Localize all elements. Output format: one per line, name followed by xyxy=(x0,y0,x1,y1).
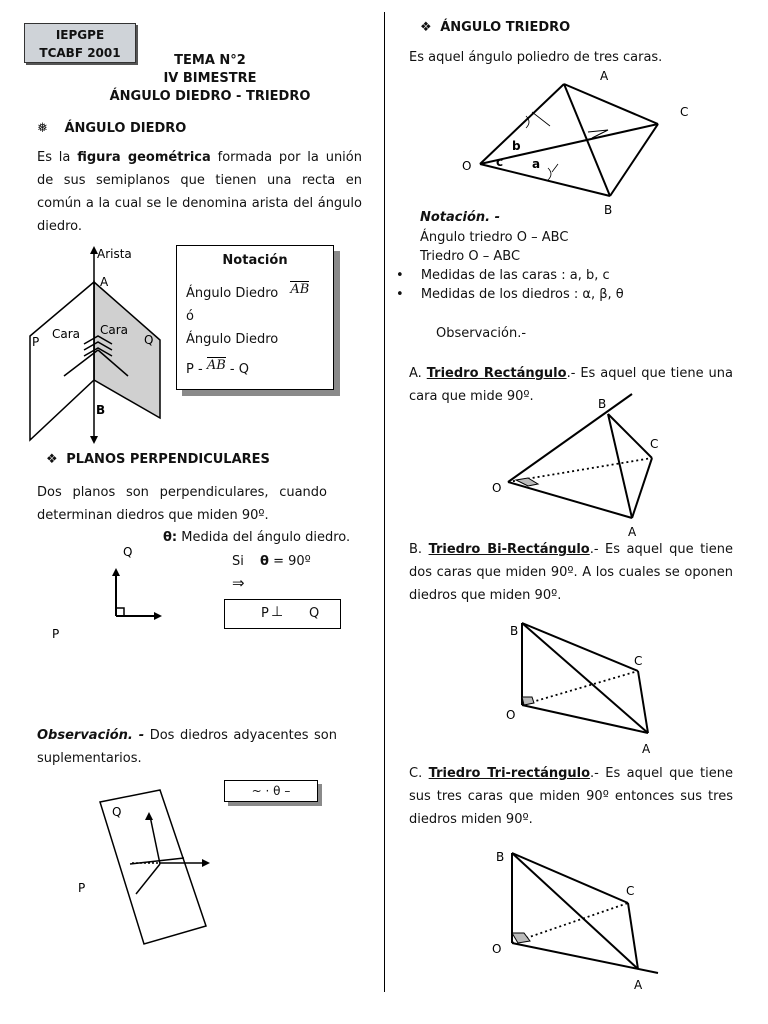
edge-bc xyxy=(522,623,638,671)
diamond-bullet-icon: ❖ xyxy=(420,20,432,35)
type-a-letter: A. xyxy=(409,366,422,381)
theta-text: Medida del ángulo diedro. xyxy=(181,530,351,545)
label-o: O xyxy=(492,481,502,495)
label-b: B xyxy=(496,850,505,864)
edge-ca xyxy=(628,903,638,969)
triedro-notacion-2: Triedro O – ABC xyxy=(420,249,521,264)
diedro-intro xyxy=(37,146,362,238)
label-o: O xyxy=(492,942,502,956)
label-c: C xyxy=(650,437,659,451)
perpendicular-figure xyxy=(40,540,180,650)
angle-mark-beta xyxy=(548,164,558,180)
type-c-figure xyxy=(490,845,680,1000)
notacion-box xyxy=(176,245,334,390)
type-c-letter: C. xyxy=(409,766,423,781)
si-condition xyxy=(232,554,311,569)
edge-oa xyxy=(508,482,632,518)
edge-ba xyxy=(512,853,638,969)
edge-oc-dotted xyxy=(522,671,638,705)
measures-caras: Medidas de las caras : a, b, c xyxy=(420,268,610,283)
triedro-heading-text: ÁNGULO TRIEDRO xyxy=(440,20,571,35)
right-angle-mark xyxy=(512,933,530,943)
notacion-line-1 xyxy=(186,282,310,301)
edge-oa xyxy=(480,84,564,164)
theta-symbol: θ: xyxy=(163,530,178,545)
label-arista: Arista xyxy=(97,247,132,261)
notacion-p: P - xyxy=(186,362,203,377)
face-label-c: c xyxy=(496,155,504,169)
edge-oc xyxy=(480,124,658,164)
face-q xyxy=(94,282,160,418)
label-a: A xyxy=(100,275,109,289)
bullet-dot-icon: • xyxy=(396,268,404,283)
type-c-name: Triedro Tri-rectángulo xyxy=(428,766,591,781)
theta-definition xyxy=(163,530,350,545)
observacion-label: Observación. - xyxy=(37,728,145,743)
edge-oc-dotted xyxy=(512,903,628,943)
implies-arrow-icon: ⇒ xyxy=(232,574,245,592)
triedro-heading xyxy=(420,20,570,35)
planos-heading-text: PLANOS PERPENDICULARES xyxy=(66,452,270,467)
type-b-name: Triedro Bi-Rectángulo xyxy=(428,542,590,557)
label-cara-right: Cara xyxy=(100,323,129,337)
supplement-box: ~ · θ – xyxy=(224,780,318,802)
type-b-text xyxy=(409,538,733,607)
logo-line-2: TCABF 2001 xyxy=(39,46,121,60)
page-header xyxy=(60,52,360,106)
face-label-b: b xyxy=(512,139,521,153)
header-tema: TEMA N°2 xyxy=(174,53,246,68)
label-cara-left: Cara xyxy=(52,327,81,341)
notacion-title: Notación xyxy=(222,253,288,268)
notacion-line-1-text: Ángulo Diedro xyxy=(186,286,279,301)
triedro-measures-2 xyxy=(396,287,624,302)
label-c: C xyxy=(626,884,635,898)
header-bimestre: IV BIMESTRE xyxy=(163,71,257,86)
planos-text: Dos planos son perpendiculares, cuando determinan diedros que miden 90º. xyxy=(37,485,327,523)
edge-ba xyxy=(522,623,648,733)
type-a-name: Triedro Rectángulo xyxy=(426,366,567,381)
label-q: Q xyxy=(144,333,154,347)
diamond-bullet-icon: ❖ xyxy=(46,452,58,467)
type-b-desc: .- Es aquel que tiene dos caras que miden 90º. A los cuales se oponen diedros que miden 90º. xyxy=(409,542,734,603)
intro-post: formada por la unión de sus semiplanos que tienen una recta en común a la cual se le denomina arista del ángulo diedro. xyxy=(37,150,362,234)
edge-ba xyxy=(608,414,632,518)
label-b: B xyxy=(598,397,607,411)
horizontal-ray-arrow xyxy=(202,859,210,867)
intro-pre: Es la xyxy=(37,150,78,165)
label-b: B xyxy=(96,403,106,417)
triedro-measures-1 xyxy=(396,268,610,283)
snowflake-icon: ❅ xyxy=(37,121,48,136)
diedro-heading xyxy=(37,121,186,136)
notacion-line-2: Ángulo Diedro xyxy=(186,332,279,347)
intro-bold: figura geométrica xyxy=(77,150,211,165)
bullet-dot-icon: • xyxy=(396,287,404,302)
perpendicular-icon: ⊥ xyxy=(271,604,284,620)
fig-label-p: P xyxy=(52,627,60,641)
label-p: P xyxy=(32,335,40,349)
type-a-desc: .- Es aquel que tiene una cara que mide 90º. xyxy=(409,366,733,404)
si-label: Si xyxy=(232,554,244,569)
edge-arrow-bottom xyxy=(90,436,98,444)
label-c: C xyxy=(634,654,643,668)
fig-label-q: Q xyxy=(123,545,133,559)
right-angle-mark xyxy=(116,608,124,616)
perp-q: Q xyxy=(309,606,320,621)
adjacent-dihedral-figure xyxy=(70,780,240,970)
tri-label-c: C xyxy=(680,105,689,119)
planos-heading xyxy=(46,452,270,467)
logo-line-1: IEPGPE xyxy=(55,28,105,42)
notacion-line-3 xyxy=(186,358,249,377)
theta-eq-symbol: θ xyxy=(260,554,269,569)
perp-result-box xyxy=(224,599,341,629)
column-divider xyxy=(384,12,385,992)
fig-label-q: Q xyxy=(112,805,122,819)
edge-ca xyxy=(632,458,652,518)
measures-diedros: Medidas de los diedros : α, β, θ xyxy=(420,287,624,302)
edge-oa xyxy=(522,705,648,733)
page-title: ÁNGULO DIEDRO - TRIEDRO xyxy=(109,89,311,104)
diedro-heading-text: ÁNGULO DIEDRO xyxy=(64,121,187,136)
triedro-text: Es aquel ángulo poliedro de tres caras. xyxy=(409,50,663,65)
notacion-or: ó xyxy=(186,309,194,324)
right-angle-mark xyxy=(522,697,534,705)
notacion-q: - Q xyxy=(229,362,249,377)
fig-label-p: P xyxy=(78,881,86,895)
type-c-text xyxy=(409,762,733,831)
observacion-body: Dos diedros adyacentes son suplementarios. xyxy=(37,728,337,766)
tri-label-b: B xyxy=(604,203,613,217)
triedro-notacion-label: Notación. - xyxy=(420,210,501,225)
type-c-desc: .- Es aquel que tiene sus tres caras que miden 90º entonces sus tres diedros miden 90º. xyxy=(409,766,734,827)
label-o: O xyxy=(506,708,516,722)
type-b-letter: B. xyxy=(409,542,423,557)
edge-cb xyxy=(610,124,658,196)
triedro-notacion-1: Ángulo triedro O – ABC xyxy=(420,230,569,245)
dihedral-figure xyxy=(20,240,170,450)
label-a: A xyxy=(634,978,643,992)
horizontal-arrowhead xyxy=(154,612,162,620)
perp-p: P xyxy=(261,606,269,621)
label-b: B xyxy=(510,624,519,638)
type-b-figure xyxy=(500,615,670,765)
edge-ca xyxy=(638,671,648,733)
trihedral-figure xyxy=(460,68,700,218)
edge-bc xyxy=(608,414,652,458)
tri-label-o: O xyxy=(462,159,472,173)
edge-bc xyxy=(512,853,628,903)
label-a: A xyxy=(642,742,651,756)
notacion-ab: AB xyxy=(290,282,310,297)
notacion-ab-2: AB xyxy=(206,358,226,373)
tri-label-a: A xyxy=(600,69,609,83)
type-a-figure xyxy=(480,390,680,540)
triedro-observacion: Observación.- xyxy=(436,326,527,341)
vertical-arrowhead xyxy=(112,568,120,576)
face-label-a: a xyxy=(532,157,541,171)
theta-eq-value: = 90º xyxy=(273,554,311,569)
observacion-text xyxy=(37,724,337,770)
angle-mark-alpha xyxy=(526,112,550,128)
label-a: A xyxy=(628,525,637,539)
